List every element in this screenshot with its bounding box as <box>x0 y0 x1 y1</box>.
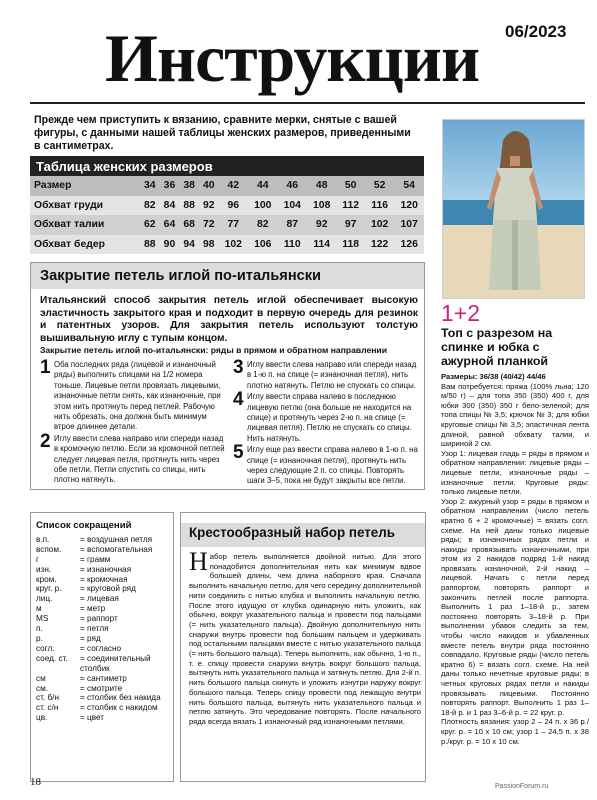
title-divider <box>30 102 585 104</box>
abbreviation-meaning: = сантиметр <box>80 673 127 683</box>
size-cell: 62 <box>140 215 160 235</box>
binding-off-lead: Итальянский способ закрытия петель иглой обеспечивает высокую эластичность закрытого края и подходит в первую очередь для резинок и патентных узоров. Для закрытия петель используют толстую вышивальную иглу с тупым концом. <box>40 295 418 344</box>
abbreviation-key: изн. <box>36 564 52 574</box>
abbreviation-key: соед. ст. <box>36 653 68 663</box>
model-instructions <box>441 372 589 746</box>
size-cell: 82 <box>140 196 160 216</box>
abbreviation-key: р. <box>36 633 43 643</box>
abbreviation-item <box>36 594 173 604</box>
model-paragraph: Узор 2: ажурный узор = ряды в прямом и обратном направлении (число петель кратно 6 + 2 кромочные) = вязать согл. схеме. На ней даны только лицевые ряды; в изнаночных рядах петли и накиды провязывать изнаночными, при этом из 2 накидов подряд 1-й накид провязать изнаночной, 2-й накид – лицевой. Начать с петли перед раппортом, повторять раппорт и закончить петлей после раппорта. Выполнить 1 раз 1–18-й р., затем постоянно повторять 3–18-й р. При выполнении убавок следить за тем, чтобы число накидов и убавленных вместе петель внутри ряда постоянно совпадало. Круговые ряды (число петель кратно 6) = вязать согл. схеме. На ней даны только нечетные круговые ряды; в четных круговых рядах петли и накиды провязывать лицевыми. Постоянно повторять раппорт. Выполнить 1 раз 1–18-й р. и 1 раз 3–6-й р. = 22 круг. р. <box>441 496 589 717</box>
binding-off-title: Закрытие петель иглой по-итальянски <box>40 268 322 284</box>
size-cell: 54 <box>394 176 424 196</box>
abbreviation-meaning: = метр <box>80 604 106 614</box>
abbreviation-meaning: = соединительный столбик <box>80 653 151 673</box>
size-cell: 122 <box>365 235 394 255</box>
size-cell: 68 <box>179 215 199 235</box>
cast-on-section <box>180 512 426 782</box>
size-cell: 102 <box>365 215 394 235</box>
abbreviation-meaning: = вспомогательная <box>80 544 153 554</box>
abbreviation-key: м <box>36 604 42 614</box>
size-cell: 102 <box>219 235 248 255</box>
size-cell: 118 <box>336 235 364 255</box>
abbreviation-item <box>36 614 173 624</box>
size-row-label: Обхват бедер <box>30 235 140 255</box>
drop-cap: Н <box>189 547 208 576</box>
abbreviation-key: г <box>36 554 39 564</box>
abbreviation-key: ст. с/н <box>36 703 59 713</box>
abbreviation-item <box>36 693 173 703</box>
size-cell: 38 <box>179 176 199 196</box>
abbreviation-key: лиц. <box>36 594 53 604</box>
abbreviation-item <box>36 604 173 614</box>
size-cell: 114 <box>307 235 336 255</box>
size-cell: 46 <box>278 176 307 196</box>
abbreviation-meaning: = грамм <box>80 554 111 564</box>
size-cell: 116 <box>365 196 394 216</box>
abbreviation-item <box>36 684 173 694</box>
size-cell: 48 <box>307 176 336 196</box>
abbreviation-meaning: = изнаночная <box>80 564 132 574</box>
step-item: 4 Иглу ввести справа налево в последнюю лицевую петлю (она больше не находится на спице) и протянуть через 2-ю п. на спице (= лицевая петля). Петлю не спускать со спицы. Нить натянуть. <box>233 389 412 443</box>
binding-off-subtitle: Закрытие петель иглой по-итальянски: ряды в прямом и обратном направлении <box>40 345 387 355</box>
abbreviation-item <box>36 654 173 674</box>
size-cell: 87 <box>278 215 307 235</box>
cast-on-text: Набор петель выполняется двойной нитью. Для этого понадобится дополнительная нить как минимум вдвое большей длины, чем длина наборного края. Сначала выполнить начальную петлю, для чего середину дополнительной нити соединить с нитью клубка и выполнить начальную петлю. После этого идущую от клубка одинарную нить уложить, как обычно, вокруг указательного пальца и провести под пальцами (= нить указательного пальца). Двойную дополнительную нить снаружи внутрь провести под большим пальцем и удерживать под остальными пальцами вместе с нитью указательного пальца (= нить большого пальца). Теперь выполнить, как обычно, 1-ю п., т. е. спицу провести снаружи внутрь вокруг большого пальца, вытянуть нить указательного пальца и затянуть петлю. Для 2-й п. нить большого пальца скинуть и уложить изнутри наружу вокруг большого пальца. Теперь спицу провести под лежащую внутри нить большого пальца, вытянуть нить указательного пальца и петлю затянуть. Это чередование повторять. После начального ряда всегда вязать 1 изнаночный ряд изнаночными петлями. <box>189 547 421 726</box>
abbreviation-meaning: = круговой ряд <box>80 584 136 594</box>
abbreviations-list <box>30 512 174 782</box>
size-cell: 106 <box>248 235 277 255</box>
size-cell: 36 <box>160 176 180 196</box>
size-cell: 34 <box>140 176 160 196</box>
abbreviation-meaning: = смотрите <box>80 683 123 693</box>
size-cell: 100 <box>248 196 277 216</box>
intro-text: Прежде чем приступить к вязанию, сравните мерки, снятые с вашей фигуры, с данными нашей таблицы женских размеров, приведенными в сантиметрах. <box>34 114 411 152</box>
size-cell: 50 <box>336 176 364 196</box>
size-table-header-row <box>30 176 424 196</box>
abbreviation-key: согл. <box>36 643 55 653</box>
size-cell: 64 <box>160 215 180 235</box>
size-cell: 82 <box>248 215 277 235</box>
size-cell: 112 <box>336 196 364 216</box>
abbreviation-key: ст. б/н <box>36 693 59 703</box>
size-table-row <box>30 196 424 216</box>
size-cell: 126 <box>394 235 424 255</box>
abbreviation-item <box>36 555 173 565</box>
size-cell: 40 <box>199 176 219 196</box>
abbreviation-key: см <box>36 673 46 683</box>
abbreviation-meaning: = кромочная <box>80 574 128 584</box>
size-cell: 98 <box>199 235 219 255</box>
issue-number: 06/2023 <box>505 22 567 41</box>
abbreviation-key: п. <box>36 624 43 634</box>
abbreviation-key: круг. р. <box>36 584 62 594</box>
page-number: 18 <box>30 776 41 788</box>
size-cell: 88 <box>140 235 160 255</box>
size-cell: 97 <box>336 215 364 235</box>
size-cell: 77 <box>219 215 248 235</box>
abbreviation-item <box>36 584 173 594</box>
model-title: Топ с разрезом на спинке и юбка с ажурной планкой <box>441 326 553 368</box>
abbreviation-key: в.п. <box>36 534 50 544</box>
step-item: 5 Иглу еще раз ввести справа налево в 1-ю п. на спице (= изнаночная петля), протянуть нить через следующие 2 п. со спицы. Повторять шаги 3–5, пока не будут закрыты все петли. <box>233 442 418 486</box>
abbreviation-meaning: = столбик с накидом <box>80 703 158 713</box>
size-cell: 120 <box>394 196 424 216</box>
abbreviation-key: кром. <box>36 574 57 584</box>
step-item: 3 Иглу ввести слева направо или спереди назад в 1-ю п. на спице (= изнаночная петля), нить плотно натянуть. Петлю не спускать со спицы. <box>233 357 417 390</box>
model-number: 1+2 <box>441 300 481 326</box>
size-row-label: Обхват груди <box>30 196 140 216</box>
abbreviation-key: см. <box>36 683 48 693</box>
model-paragraph: Узор 1: лицевая гладь = ряды в прямом и обратном направлении: лицевые ряды – лицевые петли, изнаночные ряды – изнаночные петли. Круговые ряды: только лицевые петли. <box>441 448 589 497</box>
size-cell: 84 <box>160 196 180 216</box>
model-paragraph: Вам потребуется: пряжа (100% льна; 120 м/50 г) – для топа 350 (350) 400 г, для юбки 300 (350) 350 г бело-зеленой; для топа спицы № 3,5; крючок № 3; для юбки круговые спицы № 3,5; эластичная лента длиной, равной обхвату талии, и шириной 2 см. <box>441 381 589 449</box>
size-row-label: Размер <box>30 176 140 196</box>
size-table-row <box>30 235 424 255</box>
abbreviation-meaning: = согласно <box>80 643 122 653</box>
size-table-row <box>30 215 424 235</box>
size-cell: 44 <box>248 176 277 196</box>
abbreviation-item <box>36 575 173 585</box>
abbreviation-key: вспом. <box>36 544 62 554</box>
size-cell: 88 <box>179 196 199 216</box>
size-table-title: Таблица женских размеров <box>30 156 424 176</box>
size-cell: 72 <box>199 215 219 235</box>
abbreviation-meaning: = воздушная петля <box>80 534 153 544</box>
abbreviation-item <box>36 624 173 634</box>
abbreviation-item <box>36 674 173 684</box>
page-title: Инструкции <box>105 20 480 96</box>
size-cell: 94 <box>179 235 199 255</box>
model-sizes: Размеры: 36/38 (40/42) 44/46 <box>441 372 546 381</box>
steps-column-left <box>40 357 226 487</box>
abbreviation-item <box>36 713 173 723</box>
abbreviation-meaning: = цвет <box>80 713 105 723</box>
size-cell: 52 <box>365 176 394 196</box>
abbreviation-meaning: = столбик без накида <box>80 693 161 703</box>
abbreviation-meaning: = раппорт <box>80 614 118 624</box>
abbreviation-item <box>36 634 173 644</box>
steps-column-right <box>233 357 419 488</box>
size-row-label: Обхват талии <box>30 215 140 235</box>
size-table <box>30 156 424 254</box>
size-cell: 107 <box>394 215 424 235</box>
abbreviation-item <box>36 703 173 713</box>
size-cell: 96 <box>219 196 248 216</box>
size-table-grid <box>30 176 424 254</box>
model-paragraph: Плотность вязания: узор 2 – 24 п. x 36 р./круг. р. = 10 x 10 см; узор 1 – 24,5 п. x 38 р./круг. р. = 10 x 10 см. <box>441 717 589 746</box>
model-photo-image <box>443 120 585 299</box>
abbreviation-key: MS <box>36 614 49 624</box>
model-photo <box>442 119 585 299</box>
abbreviation-item <box>36 565 173 575</box>
cast-on-title: Крестообразный набор петель <box>189 525 395 540</box>
size-cell: 92 <box>307 215 336 235</box>
abbreviation-item <box>36 535 173 545</box>
size-cell: 92 <box>199 196 219 216</box>
abbreviation-key: цв. <box>36 713 48 723</box>
step-item: 2 Иглу ввести слева направо или спереди назад в кромочную петлю. Если за кромочной петлей следует лицевая петля, протянуть нить через обе петли. Петли спустить со спицы, нить плотно натянуть. <box>40 430 225 485</box>
abbreviation-meaning: = петля <box>80 624 109 634</box>
size-cell: 108 <box>307 196 336 216</box>
size-cell: 110 <box>278 235 307 255</box>
binding-off-section <box>30 262 425 490</box>
watermark: PassionForum.ru <box>495 783 549 790</box>
size-cell: 42 <box>219 176 248 196</box>
size-cell: 104 <box>278 196 307 216</box>
step-item: 1 Оба последних ряда (лицевой и изнаночный ряды) выполнить спицами на 1/2 номера тоньше. Лицевые петли провязать лицевыми, изнаночные петли снять, как изнаночные, при этом нить протянуть перед петлей. Рабочую нить обрезать, она должна быть минимум втрое длиннее детали. <box>40 357 221 432</box>
abbreviation-meaning: = ряд <box>80 633 101 643</box>
abbreviations-title: Список сокращений <box>36 520 132 531</box>
size-cell: 90 <box>160 235 180 255</box>
abbreviation-item <box>36 644 173 654</box>
abbreviation-item <box>36 545 173 555</box>
abbreviation-meaning: = лицевая <box>80 594 119 604</box>
